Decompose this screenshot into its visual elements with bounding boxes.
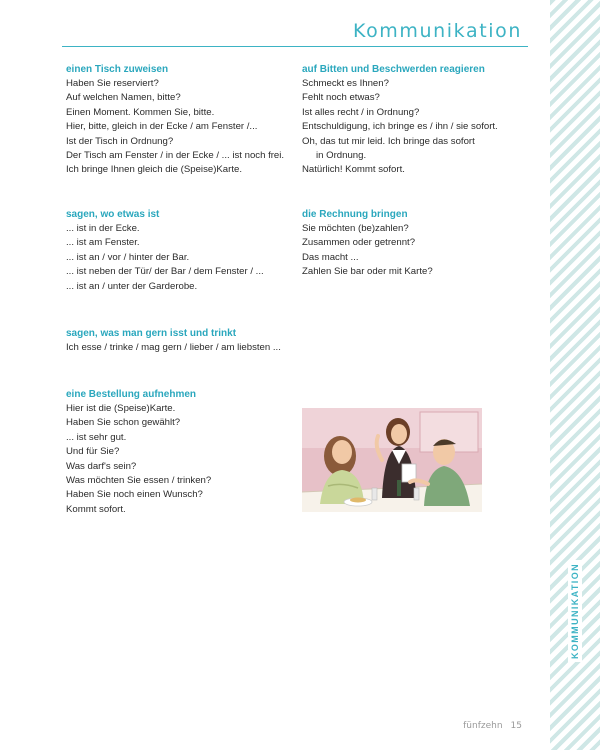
phrase-line: Ist alles recht / in Ordnung? [302,106,420,118]
restaurant-illustration [302,408,482,512]
section-heading: einen Tisch zuweisen [66,64,169,75]
section-heading: sagen, wo etwas ist [66,209,160,220]
phrase-line: Sie möchten (be)zahlen? [302,223,409,234]
phrase-line: ... ist an / unter der Garderobe. [66,280,198,292]
phrase-line: Ich esse / trinke / mag gern / lieber / am liebsten ... [66,342,281,353]
phrase-line: Natürlich! Kommt sofort. [302,164,405,176]
side-label-text: KOMMUNIKATION [568,560,582,662]
page-title: Kommunikation [352,20,522,42]
phrase-line: Was möchten Sie essen / trinken? [66,475,212,487]
section-heading: die Rechnung bringen [302,209,408,220]
phrase-line: Oh, das tut mir leid. Ich bringe das sofort [302,135,475,147]
phrase-line: Der Tisch am Fenster / in der Ecke / ... ist noch frei. [66,150,285,162]
phrase-line: Einen Moment. Kommen Sie, bitte. [66,106,215,118]
phrase-line: Zusammen oder getrennt? [302,237,416,249]
phrase-line: Haben Sie schon gewählt? [66,417,181,429]
phrase-line: ... ist sehr gut. [66,431,127,443]
phrase-line: ... ist an / vor / hinter der Bar. [66,251,190,263]
section-heading: auf Bitten und Beschwerden reagieren [302,64,485,75]
phrase-line: Haben Sie reserviert? [66,78,159,89]
phrase-line: Auf welchen Namen, bitte? [66,92,181,104]
page-number-word: fünfzehn [463,721,503,731]
section-heading: eine Bestellung aufnehmen [66,389,197,400]
phrase-line: ... ist in der Ecke. [66,223,140,234]
phrase-line: Ich bringe Ihnen gleich die (Speise)Karte. [66,164,242,176]
section-gern-essen-trinken [66,327,281,355]
phrase-line: Hier, bitte, gleich in der Ecke / am Fenster /... [66,121,258,133]
phrase-line: Haben Sie noch einen Wunsch? [66,489,203,501]
section-bitten-beschwerden [302,63,498,178]
page-number: 15 [510,721,522,731]
phrase-line: Hier ist die (Speise)Karte. [66,403,176,414]
phrase-line: Fehlt noch etwas? [302,92,380,104]
phrase-line: Was darf's sein? [66,460,137,472]
phrase-line: in Ordnung. [316,150,367,162]
phrase-line: Und für Sie? [66,446,120,458]
section-rechnung-bringen [302,208,433,280]
phrase-line: Entschuldigung, ich bringe es / ihn / sie sofort. [302,121,498,133]
page-footer [463,721,522,731]
phrase-line: ... ist neben der Tür/ der Bar / dem Fenster / ... [66,266,264,278]
phrase-line: Schmeckt es Ihnen? [302,78,389,89]
header-divider [62,46,528,47]
section-bestellung-aufnehmen [66,388,211,517]
section-heading: sagen, was man gern isst und trinkt [66,328,237,339]
phrase-line: Ist der Tisch in Ordnung? [66,135,174,147]
phrase-line: Das macht ... [302,251,359,263]
section-tisch-zuweisen [66,63,284,178]
phrase-line: Zahlen Sie bar oder mit Karte? [302,266,433,278]
phrase-line: Kommt sofort. [66,503,126,515]
phrase-line: ... ist am Fenster. [66,237,140,249]
section-wo-etwas-ist [66,208,264,294]
